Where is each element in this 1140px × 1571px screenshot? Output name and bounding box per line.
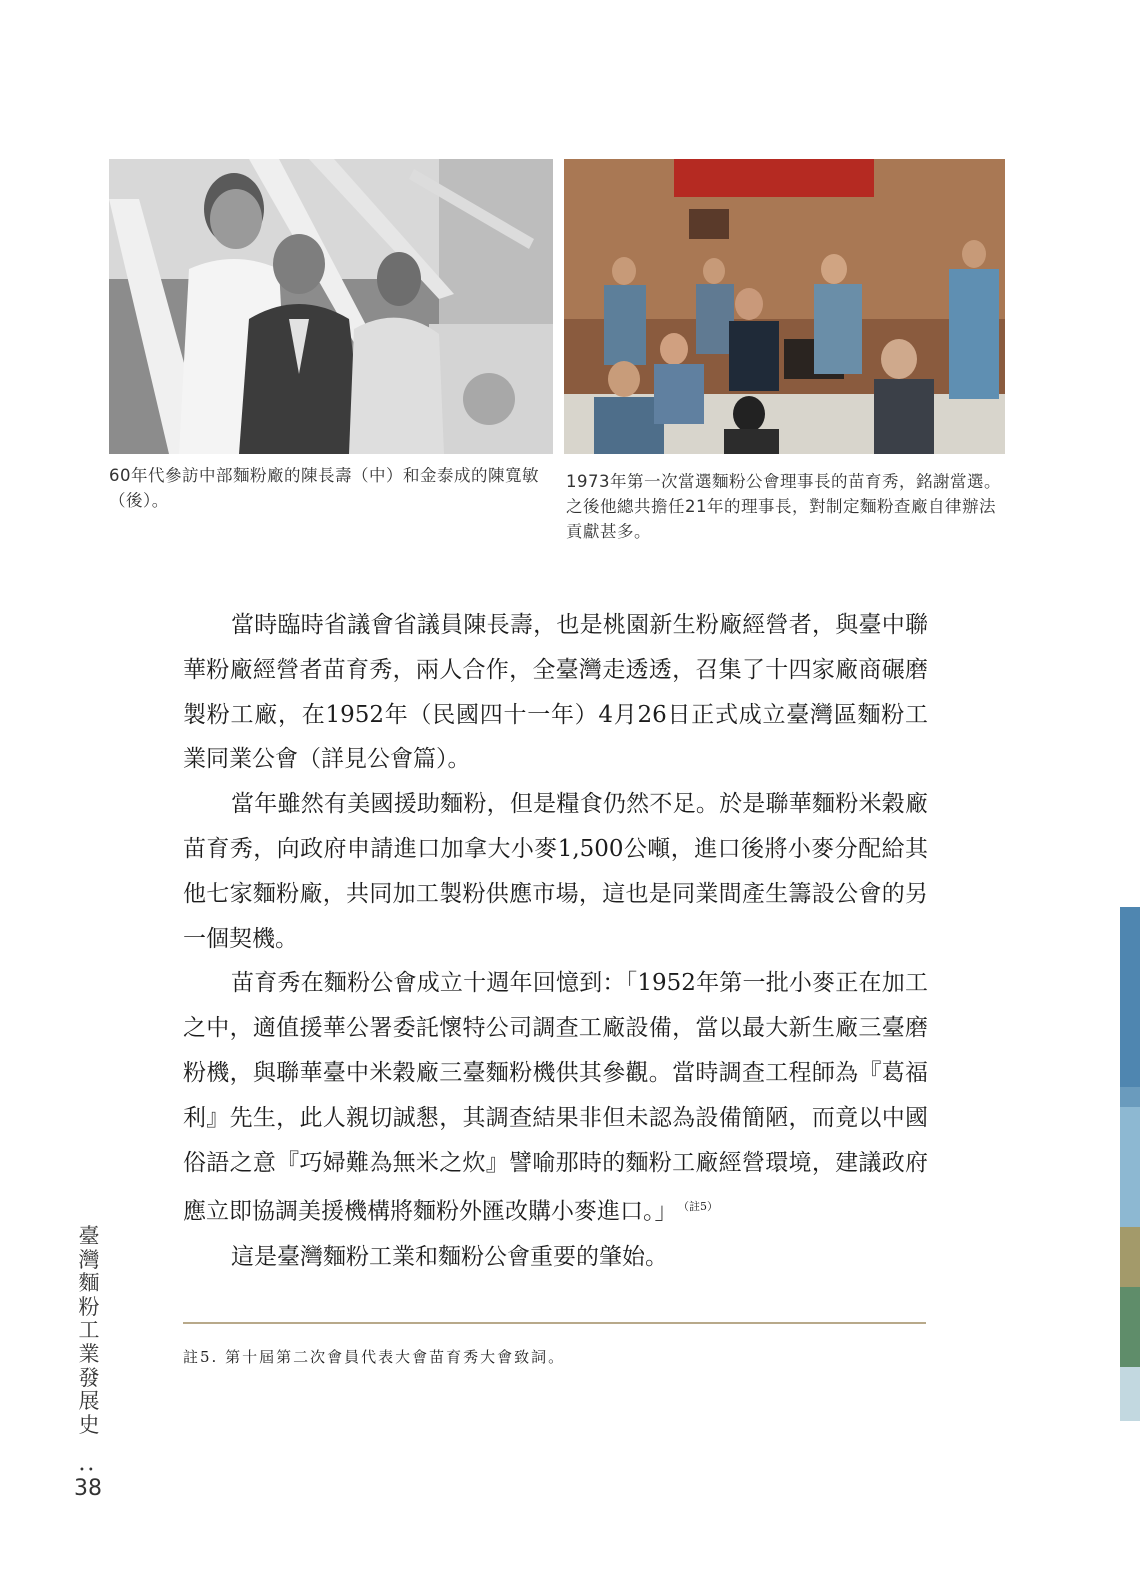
footnote-reference[interactable]: （註5） bbox=[683, 1200, 718, 1214]
photo-election-meeting bbox=[564, 159, 1005, 454]
title-char: 灣 bbox=[78, 1247, 100, 1272]
footnote-divider bbox=[183, 1322, 926, 1324]
paragraph: 當年雖然有美國援助麵粉，但是糧食仍然不足。於是聯華麵粉米穀廠苗育秀，向政府申請進口加拿大小麥1,500公噸，進口後將小麥分配給其他七家麵粉廠，共同加工製粉供應市場，這也是同業間產生籌設公會的另一個契機。 bbox=[183, 791, 928, 952]
title-char: 史 bbox=[78, 1412, 100, 1437]
title-char: 臺 bbox=[78, 1224, 100, 1248]
page-number: 38 bbox=[74, 1476, 102, 1501]
quote-text: 苗育秀在麵粉公會成立十週年回憶到：「1952年第一批小麥正在加工之中，適值援華公署委託懷特公司調查工廠設備，當以最大新生廠三臺磨粉機，與聯華臺中米穀廠三臺麵粉機供其參觀。當時調查工程師為『葛福利』先生，此人親切誠懇，其調查結果非但未認為設備簡陋，而竟以中國俗語之意『巧婦難為無米之炊』譬喻那時的麵粉工廠經營環境，建議政府應立即協調美援機構將麵粉外匯改購小麥進口。」 bbox=[183, 970, 928, 1226]
paragraph bbox=[183, 961, 928, 1234]
photo-mill-visit bbox=[109, 159, 553, 454]
title-char: 展 bbox=[78, 1389, 100, 1414]
body-text bbox=[183, 603, 928, 1280]
title-char: 麵 bbox=[78, 1271, 100, 1296]
paragraph: 當時臨時省議會省議員陳長壽，也是桃園新生粉廠經營者，與臺中聯華粉廠經營者苗育秀，兩人合作，全臺灣走透透，召集了十四家廠商碾磨製粉工廠，在1952年（民國四十一年）4月26日正式成立臺灣區麵粉工業同業公會（詳見公會篇）。 bbox=[183, 612, 928, 773]
photo-caption-left: 60年代參訪中部麵粉廠的陳長壽（中）和金泰成的陳寬敏（後）。 bbox=[109, 466, 539, 510]
page-dots: •• bbox=[79, 1465, 97, 1476]
paragraph: 這是臺灣麵粉工業和麵粉公會重要的肇始。 bbox=[231, 1243, 668, 1270]
title-char: 粉 bbox=[78, 1294, 100, 1319]
title-char: 發 bbox=[78, 1365, 100, 1390]
footnote: 註5. 第十屆第二次會員代表大會苗育秀大會致詞。 bbox=[183, 1348, 566, 1366]
photo-caption-right: 1973年第一次當選麵粉公會理事長的苗育秀，銘謝當選。之後他總共擔任21年的理事長，對制定麵粉查廠自律辦法貢獻甚多。 bbox=[566, 472, 1001, 541]
edge-image-strip bbox=[1120, 907, 1140, 1421]
book-title-vertical bbox=[74, 1225, 104, 1437]
title-char: 工 bbox=[78, 1318, 100, 1343]
title-char: 業 bbox=[78, 1341, 100, 1366]
